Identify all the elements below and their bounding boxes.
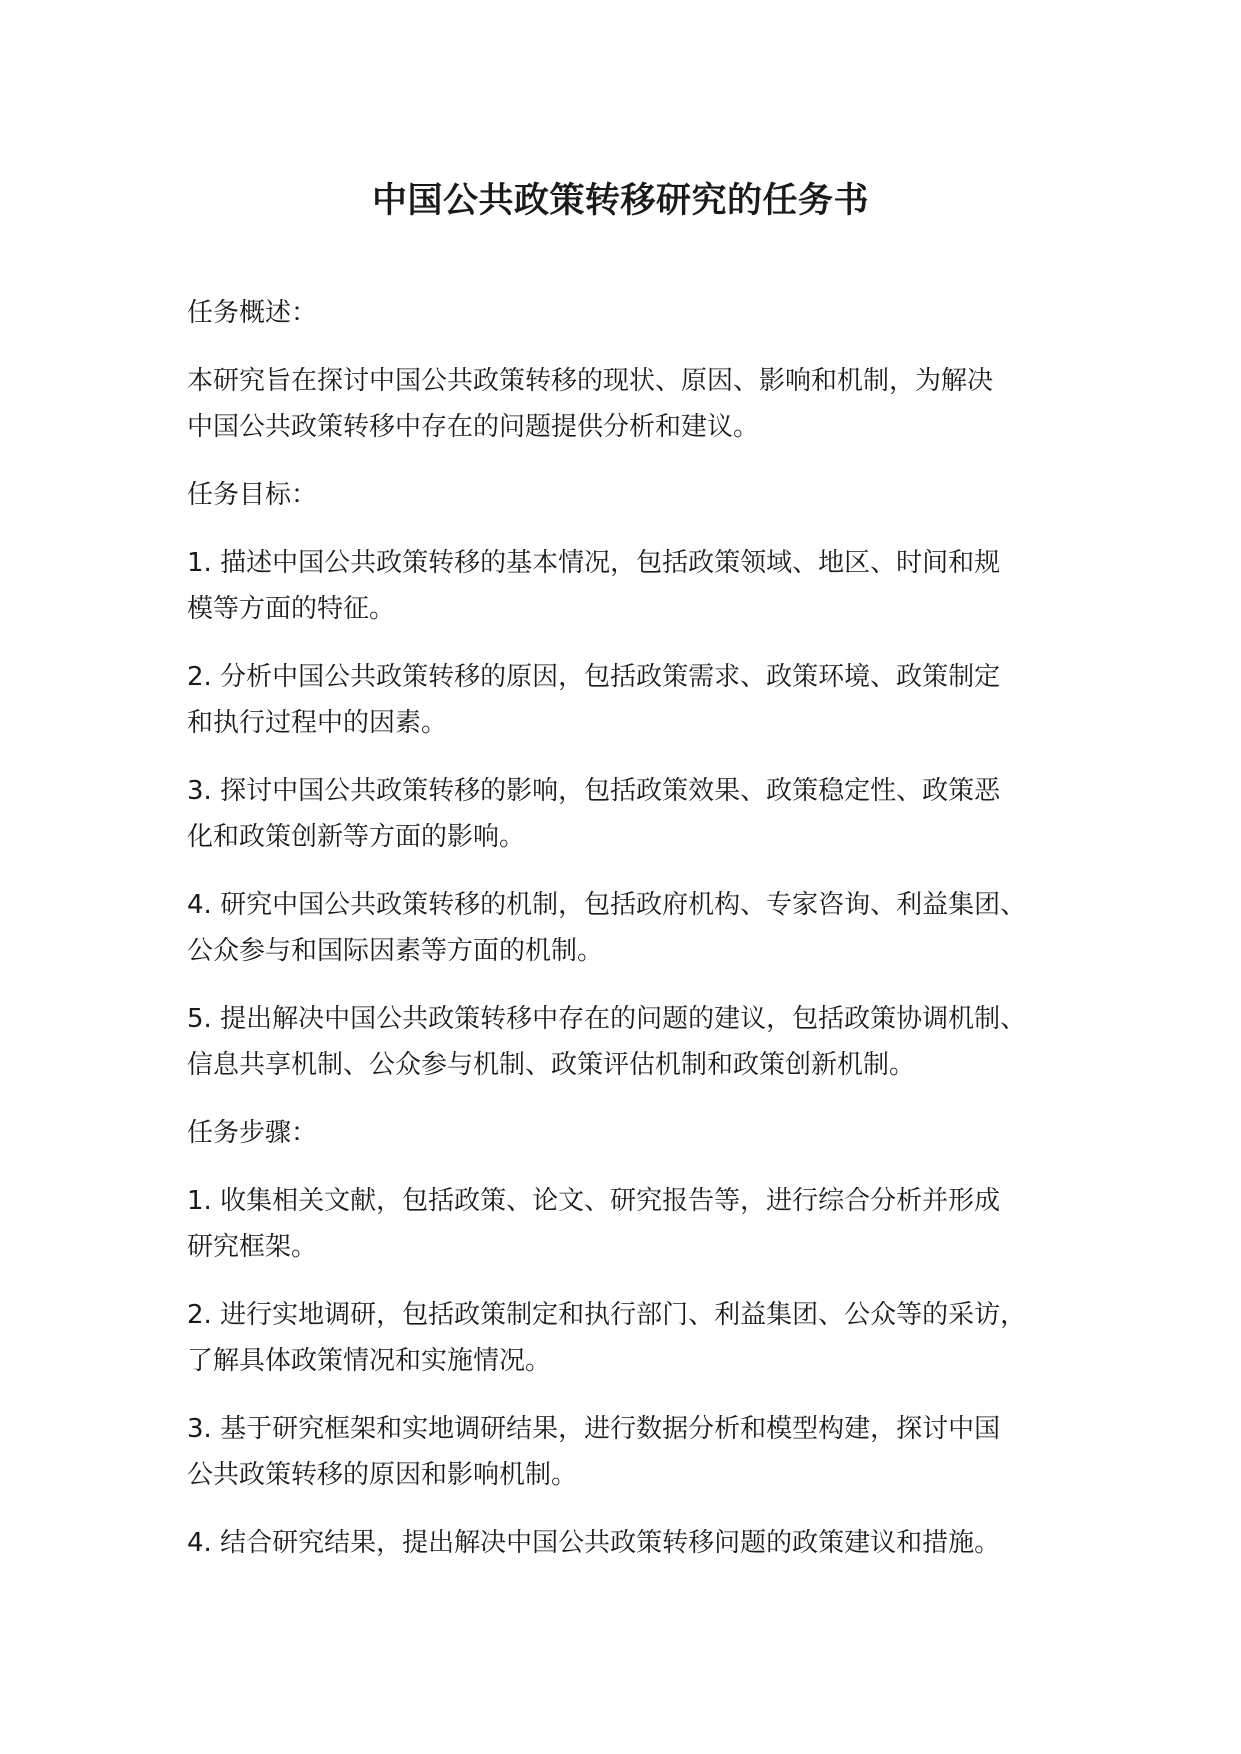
document-body — [187, 290, 1087, 1588]
objective-line: 5. 提出解决中国公共政策转移中存在的问题的建议，包括政策协调机制、 — [187, 1004, 1027, 1034]
overview-line: 本研究旨在探讨中国公共政策转移的现状、原因、影响和机制，为解决 — [187, 366, 994, 396]
step-line: 2. 进行实地调研，包括政策制定和执行部门、利益集团、公众等的采访， — [187, 1300, 1027, 1330]
objective-item — [187, 654, 1087, 746]
steps-heading: 任务步骤： — [187, 1118, 318, 1148]
step-line: 公共政策转移的原因和影响机制。 — [187, 1460, 578, 1490]
document-title: 中国公共政策转移研究的任务书 — [371, 181, 869, 221]
objective-item — [187, 768, 1087, 860]
objective-line: 和执行过程中的因素。 — [187, 708, 448, 738]
objective-item — [187, 996, 1087, 1088]
step-line: 了解具体政策情况和实施情况。 — [187, 1346, 552, 1376]
overview-paragraph — [187, 358, 1087, 450]
objective-item — [187, 882, 1087, 974]
overview-heading: 任务概述： — [187, 298, 318, 328]
objective-item — [187, 540, 1087, 632]
overview-line: 中国公共政策转移中存在的问题提供分析和建议。 — [187, 412, 760, 442]
objective-line: 3. 探讨中国公共政策转移的影响，包括政策效果、政策稳定性、政策恶 — [187, 776, 1001, 806]
step-line: 1. 收集相关文献，包括政策、论文、研究报告等，进行综合分析并形成 — [187, 1186, 1001, 1216]
objective-line: 模等方面的特征。 — [187, 594, 396, 624]
objective-line: 信息共享机制、公众参与机制、政策评估机制和政策创新机制。 — [187, 1050, 916, 1080]
step-item — [187, 1406, 1087, 1498]
step-line: 研究框架。 — [187, 1232, 318, 1262]
objective-line: 化和政策创新等方面的影响。 — [187, 822, 526, 852]
objective-line: 1. 描述中国公共政策转移的基本情况，包括政策领域、地区、时间和规 — [187, 548, 1001, 578]
step-item — [187, 1178, 1087, 1270]
step-line: 4. 结合研究结果，提出解决中国公共政策转移问题的政策建议和措施。 — [187, 1528, 1001, 1558]
step-item — [187, 1292, 1087, 1384]
objective-line: 2. 分析中国公共政策转移的原因，包括政策需求、政策环境、政策制定 — [187, 662, 1001, 692]
step-item — [187, 1520, 1087, 1566]
objective-line: 公众参与和国际因素等方面的机制。 — [187, 936, 604, 966]
objectives-heading: 任务目标： — [187, 480, 318, 510]
step-line: 3. 基于研究框架和实地调研结果，进行数据分析和模型构建，探讨中国 — [187, 1414, 1001, 1444]
objective-line: 4. 研究中国公共政策转移的机制，包括政府机构、专家咨询、利益集团、 — [187, 890, 1027, 920]
